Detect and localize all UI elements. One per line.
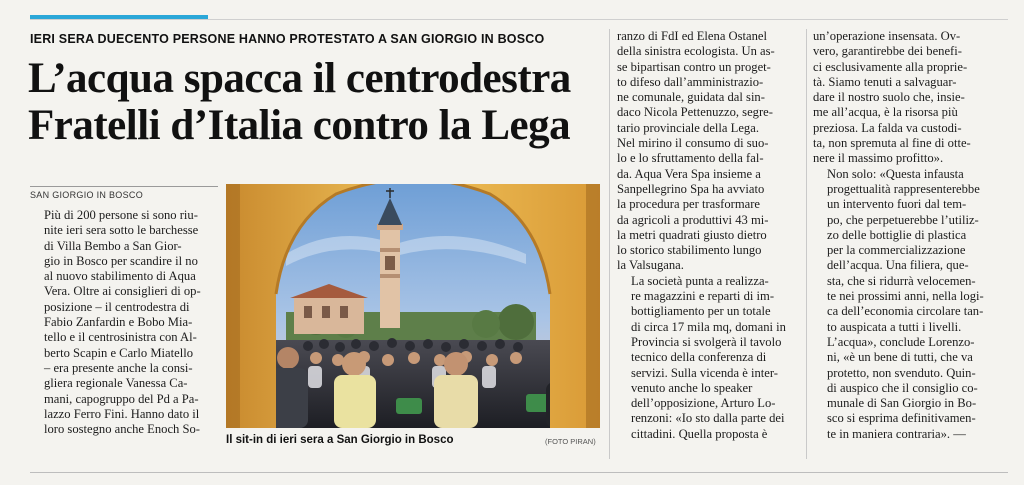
text-line: vero, garantirebbe dei benefi- xyxy=(813,44,962,59)
text-line: po, che perpetuerebbe l’utiliz- xyxy=(827,212,979,227)
text-line: cittadini. Quella proposta è xyxy=(631,426,768,441)
text-line: della sinistra ecologista. Un as- xyxy=(617,44,775,59)
text-line: se bipartisan contro un proget- xyxy=(617,59,771,74)
text-line: Provincia si svolgerà il tavolo xyxy=(631,334,782,349)
text-line: Sanpellegrino Spa ha avviato xyxy=(617,181,765,196)
text-line: mani, capogruppo del Pd a Pa- xyxy=(44,391,199,406)
text-line: tecnico della conferenza di xyxy=(631,350,767,365)
text-line: ca dell’economia circolare tan- xyxy=(827,304,984,319)
text-line: bottigliamento per un totale xyxy=(631,304,771,319)
text-line: da. Aqua Vera Spa insieme a xyxy=(617,166,761,181)
text-line: sta, che si ridurrà velocemen- xyxy=(827,273,976,288)
text-line: sco si esprima definitivamen- xyxy=(827,411,976,426)
kicker: IERI SERA DUECENTO PERSONE HANNO PROTESTATO A SAN GIORGIO IN BOSCO xyxy=(30,32,545,46)
text-line: al nuovo stabilimento di Aqua xyxy=(44,269,196,284)
text-line: re magazzini e reparti di im- xyxy=(631,289,775,304)
text-line: la metri quadrati giusto dietro xyxy=(617,227,767,242)
text-line: Fabio Zanfardin e Bobo Mia- xyxy=(44,315,193,330)
column-2-paragraph-2 xyxy=(617,274,799,442)
dateline-rule xyxy=(30,186,218,187)
headline-line-2: Fratelli d’Italia contro la Lega xyxy=(28,102,571,149)
text-line: zo delle bottiglie di plastica xyxy=(827,227,967,242)
text-line: dare il nostro suolo che, insie- xyxy=(813,90,965,105)
text-line: di circa 17 mila mq, domani in xyxy=(631,319,786,334)
text-line: te nei prossimi anni, nella logi- xyxy=(827,289,984,304)
text-line: ni, «è un bene di tutti, che va xyxy=(827,350,973,365)
text-line: la procedura per trasformare xyxy=(617,197,760,212)
photo-caption: Il sit-in di ieri sera a San Giorgio in Bosco xyxy=(226,434,454,446)
photo-credit: (FOTO PIRAN) xyxy=(545,437,596,446)
text-line: berto Scapin e Carlo Miatello xyxy=(44,345,193,360)
text-line: ta, non spremuta al fine di otte- xyxy=(813,136,971,151)
text-line: loro sostegno anche Enoch So- xyxy=(44,422,200,437)
text-line: renzoni: «Io sto dalla parte dei xyxy=(631,411,785,426)
text-line: ci esclusivamente alla proprie- xyxy=(813,59,968,74)
article-column-3 xyxy=(813,29,1005,442)
text-line: lo e lo sfruttamento della fal- xyxy=(617,151,764,166)
text-line: to difeso dall’amministrazio- xyxy=(617,74,764,89)
text-line: me all’acqua, è la risorsa più xyxy=(813,105,958,120)
text-line: nere il massimo profitto». xyxy=(813,151,944,166)
bottom-rule xyxy=(30,472,1008,473)
text-line: munale di San Giorgio in Bo- xyxy=(827,396,977,411)
text-line: – era presente anche la consi- xyxy=(44,360,193,375)
text-line: nite ieri sera sotto le barchesse xyxy=(44,223,199,238)
article-photo xyxy=(226,184,600,428)
text-line: venuto anche lo speaker xyxy=(631,380,753,395)
text-line: servizi. Sulla vicenda è inter- xyxy=(631,365,778,380)
text-line: lazzo Ferro Fini. Hanno dato il xyxy=(44,406,200,421)
text-line: Non solo: «Questa infausta xyxy=(827,166,964,181)
column-divider xyxy=(609,29,610,459)
headline-line-1: L’acqua spacca il centrodestra xyxy=(28,55,571,102)
text-line: posizione – il centrodestra di xyxy=(44,299,190,314)
text-line: un’operazione insensata. Ov- xyxy=(813,29,961,43)
text-line: L’acqua», conclude Lorenzo- xyxy=(827,334,975,349)
text-line: preziosa. La falda va custodi- xyxy=(813,120,962,135)
text-line: gliera regionale Vanessa Ca- xyxy=(44,376,188,391)
text-line: da agricoli a produttivi 43 mi- xyxy=(617,212,769,227)
column-3-paragraph-1 xyxy=(813,29,1005,167)
text-line: dell’acqua. Una filiera, que- xyxy=(827,258,969,273)
text-line: gio in Bosco per scandire il no xyxy=(44,253,198,268)
article-column-2 xyxy=(617,29,799,442)
sit-in-photo-illustration xyxy=(226,184,600,428)
column-divider xyxy=(806,29,807,459)
text-line: daco Nicola Pettenuzzo, segre- xyxy=(617,105,773,120)
text-line: protetto, non svenduto. Quin- xyxy=(827,365,976,380)
text-line: Nel mirino il consumo di suo- xyxy=(617,136,769,151)
text-line: La società punta a realizza- xyxy=(631,273,769,288)
text-line: tario provinciale della Lega. xyxy=(617,120,759,135)
text-line: un intervento fuori dal tem- xyxy=(827,197,967,212)
text-line: ranzo di FdI ed Elena Ostanel xyxy=(617,29,768,43)
text-line: di auspico che il consiglio co- xyxy=(827,380,978,395)
dateline: SAN GIORGIO IN BOSCO xyxy=(30,190,144,200)
text-line: te in maniera contraria». — xyxy=(827,426,966,441)
text-line: tà. Siamo tenuti a salvaguar- xyxy=(813,74,957,89)
text-line: Più di 200 persone si sono riu- xyxy=(44,208,198,222)
text-line: progettualità rappresenterebbe xyxy=(827,181,980,196)
article-column-1 xyxy=(30,208,220,437)
text-line: per la commercializzazione xyxy=(827,243,966,258)
column-1-paragraph xyxy=(30,208,220,437)
text-line: tello e il centrosinistra con Al- xyxy=(44,330,197,345)
text-line: la Valsugana. xyxy=(617,258,684,273)
column-3-paragraph-2 xyxy=(813,167,1005,442)
text-line: dell’opposizione, Arturo Lo- xyxy=(631,396,776,411)
text-line: Vera. Oltre ai consiglieri di op- xyxy=(44,284,201,299)
text-line: di Villa Bembo a San Gior- xyxy=(44,238,182,253)
headline xyxy=(28,55,618,149)
top-rule xyxy=(30,19,1008,20)
text-line: lo storico stabilimento lungo xyxy=(617,243,762,258)
column-2-paragraph-1 xyxy=(617,29,799,274)
text-line: ne comunale, guidata dal sin- xyxy=(617,90,765,105)
text-line: to auspicata a tutti i livelli. xyxy=(827,319,962,334)
